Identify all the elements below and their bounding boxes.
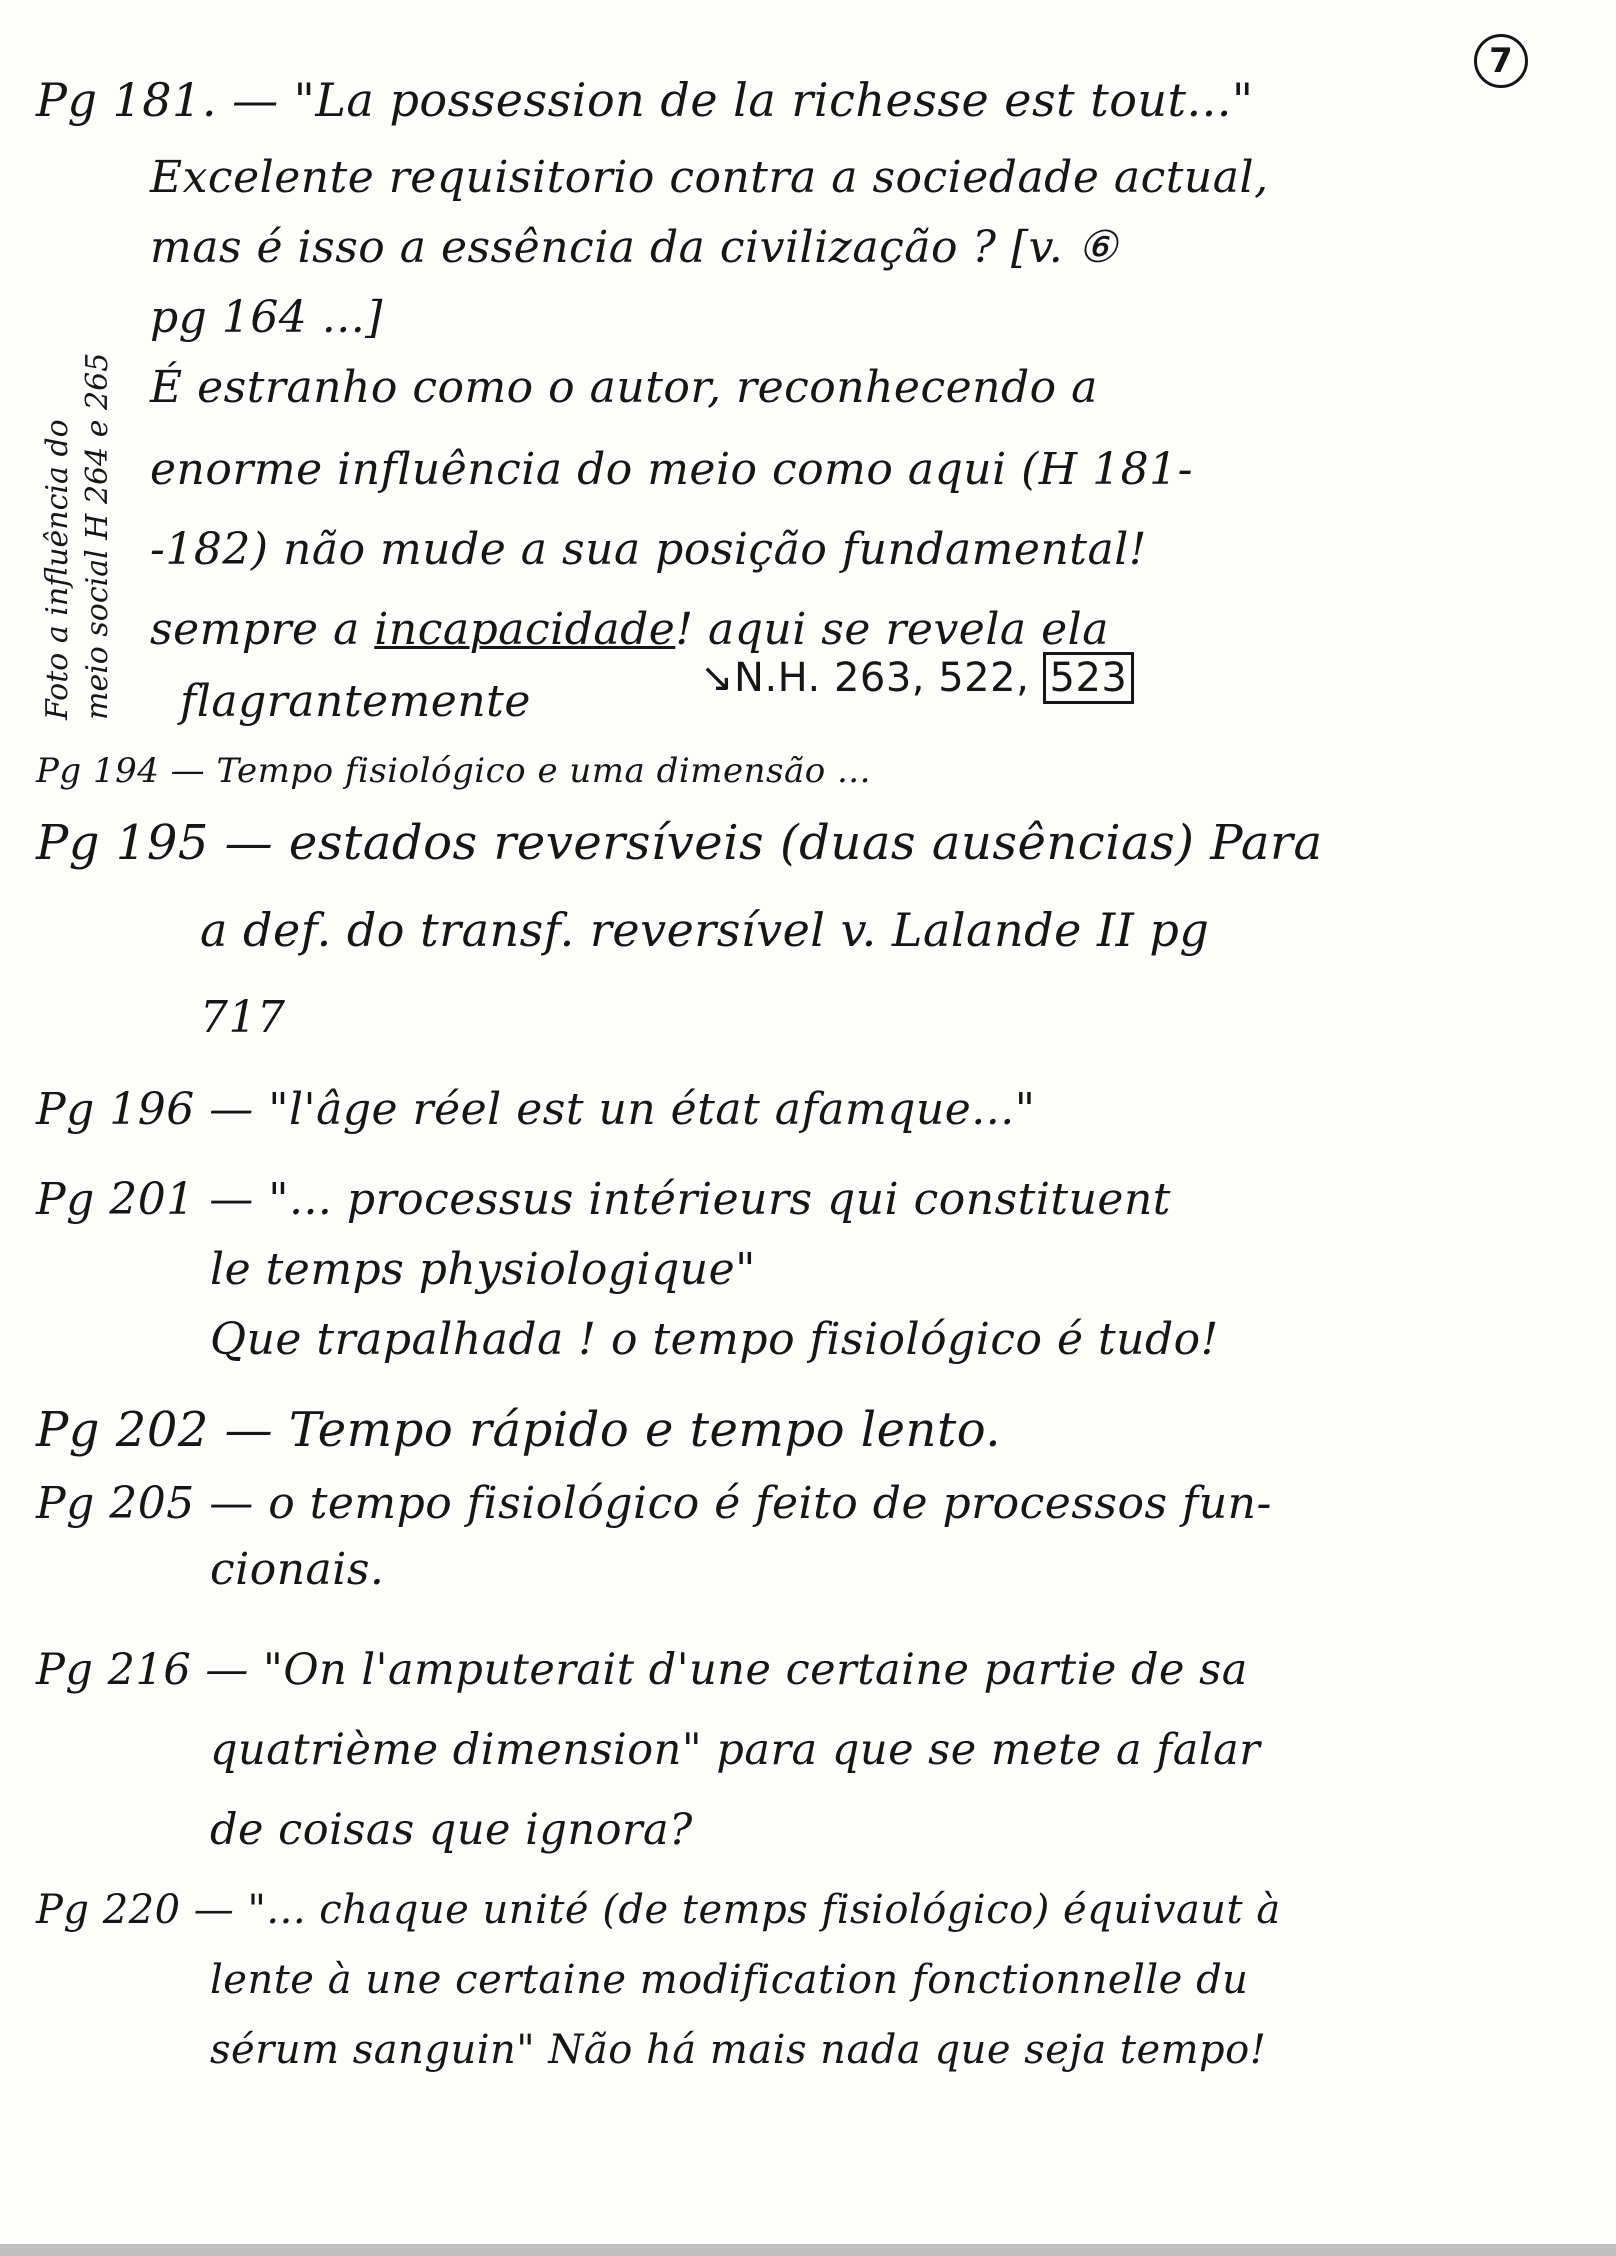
- boxed-reference: 523: [1043, 652, 1135, 704]
- note-line: enorme influência do meio como aqui (H 181-: [150, 444, 1194, 495]
- page-number-circle: [1474, 34, 1528, 88]
- note-line: Excelente requisitorio contra a sociedade actual,: [150, 152, 1269, 203]
- note-line-pg220: Pg 220 — "... chaque unité (de temps fisiológico) équivaut à: [36, 1887, 1281, 1933]
- note-line: É estranho como o autor, reconhecendo a: [150, 362, 1098, 413]
- note-line-pg205: Pg 205 — o tempo fisiológico é feito de processos fun-: [36, 1478, 1272, 1529]
- note-line: pg 164 ...]: [150, 292, 383, 343]
- note-line: mas é isso a essência da civilização ? [v. ⑥: [150, 222, 1118, 273]
- note-line-pg195: Pg 195 — estados reversíveis (duas ausências) Para: [36, 815, 1323, 871]
- note-line-pg201: Pg 201 — "... processus intérieurs qui constituent: [36, 1174, 1171, 1225]
- note-line: le temps physiologique": [210, 1244, 756, 1295]
- note-line-pg216: Pg 216 — "On l'amputerait d'une certaine partie de sa: [36, 1645, 1248, 1695]
- note-line: lente à une certaine modification fonctionnelle du: [210, 1957, 1249, 2003]
- note-text: ! aqui se revela ela: [675, 604, 1109, 655]
- cross-reference: [700, 648, 1134, 708]
- note-line: de coisas que ignora?: [210, 1805, 693, 1855]
- note-line-pg196: Pg 196 — "l'âge réel est un état afamque...": [36, 1084, 1036, 1135]
- margin-note-line1: Foto a influência do: [40, 419, 75, 720]
- margin-note-line2: meio social H 264 e 265: [80, 352, 115, 720]
- note-line: 717: [200, 992, 286, 1043]
- margin-note: [38, 353, 118, 720]
- page-number: 7: [1489, 41, 1513, 81]
- note-line: a def. do transf. reversível v. Lalande II pg: [200, 903, 1210, 957]
- note-line: quatrième dimension" para que se mete a falar: [210, 1725, 1261, 1775]
- scan-bottom-edge: [0, 2244, 1616, 2256]
- underlined-word: incapacidade: [374, 604, 676, 655]
- note-line: cionais.: [210, 1544, 385, 1595]
- note-line: sérum sanguin" Não há mais nada que seja tempo!: [210, 2027, 1267, 2073]
- reference-text: ↘N.H. 263, 522,: [700, 655, 1043, 701]
- note-line-pg181: Pg 181. — "La possession de la richesse est tout...": [36, 73, 1254, 127]
- note-line: Que trapalhada ! o tempo fisiológico é tudo!: [210, 1314, 1219, 1365]
- note-line: flagrantemente: [180, 676, 531, 727]
- note-line-pg202: Pg 202 — Tempo rápido e tempo lento.: [36, 1402, 1002, 1458]
- note-text: sempre a: [150, 604, 375, 655]
- note-line: -182) não mude a sua posição fundamental!: [150, 524, 1147, 575]
- note-line-pg194: Pg 194 — Tempo fisiológico e uma dimensão ...: [36, 751, 871, 791]
